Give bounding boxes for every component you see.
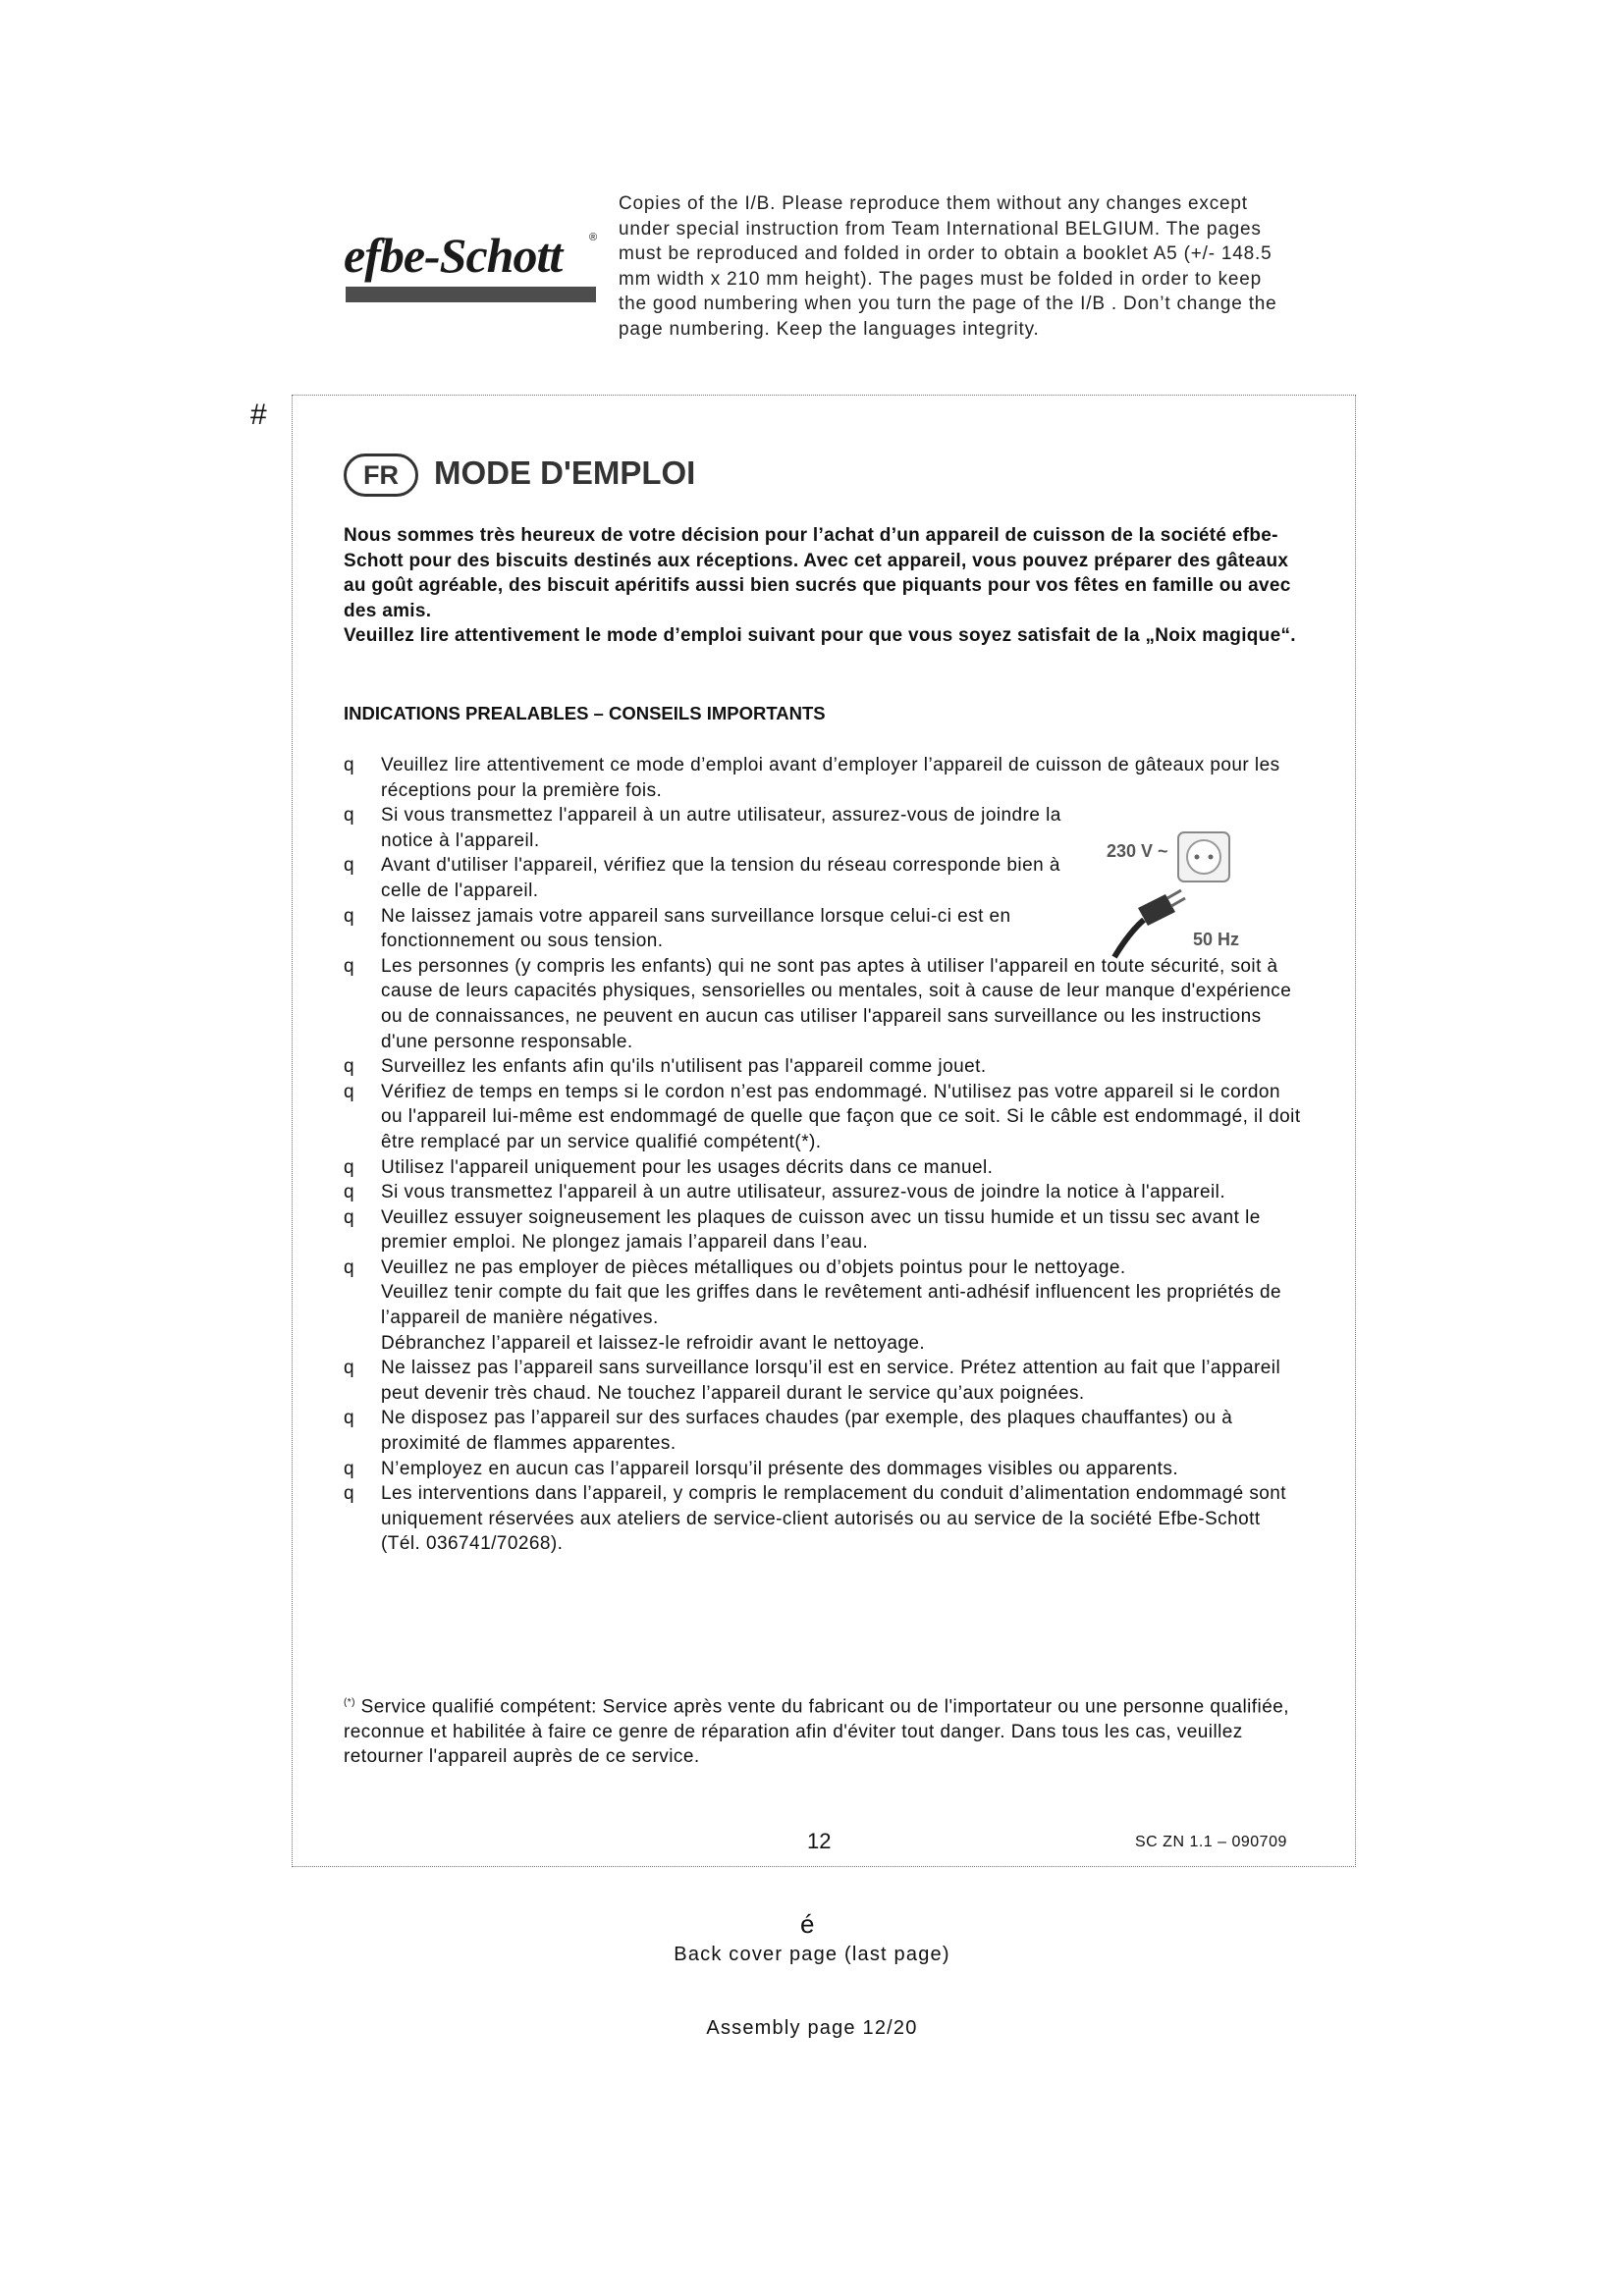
- list-item-text: Avant d'utiliser l'appareil, vérifiez que la tension du réseau corresponde bien à celle de l'appareil.: [381, 855, 1060, 901]
- intro-paragraph: Nous sommes très heureux de votre décision pour l’achat d’un appareil de cuisson de la société efbe-Schott pour des biscuits destinés aux réceptions. Avec cet appareil, vous pouvez préparer des gâteaux au goût agréable, des biscuit apéritifs aussi bien sucrés que piquants pour vos fêtes en famille ou avec des amis.: [344, 525, 1291, 621]
- list-item: [344, 1205, 1301, 1255]
- list-item-text: Veuillez tenir compte du fait que les griffes dans le revêtement anti-adhésif influencent les propriétés de l’appareil de manière négatives.: [381, 1282, 1282, 1329]
- list-item-text: Utilisez l'appareil uniquement pour les usages décrits dans ce manuel.: [381, 1156, 994, 1178]
- bullet-icon: q: [344, 1483, 355, 1505]
- list-item: [344, 1481, 1301, 1557]
- list-item: [344, 753, 1301, 803]
- footnote-mark: (*): [344, 1697, 355, 1708]
- list-item-text: Ne disposez pas l’appareil sur des surfaces chaudes (par exemple, des plaques chauffantes) ou à proximité de flammes apparentes.: [381, 1408, 1233, 1455]
- manual-title: MODE D'EMPLOI: [434, 454, 696, 491]
- list-item-text: Veuillez ne pas employer de pièces métalliques ou d’objets pointus pour le nettoyage.: [381, 1256, 1126, 1278]
- hash-mark: #: [250, 399, 267, 431]
- list-item: [344, 1180, 1301, 1205]
- list-item-text: Débranchez l’appareil et laissez-le refroidir avant le nettoyage.: [381, 1332, 926, 1354]
- bullet-icon: q: [344, 1081, 355, 1102]
- bullet-icon: q: [344, 905, 355, 927]
- list-item: [344, 954, 1301, 1054]
- bullet-icon: q: [344, 1358, 355, 1379]
- efbe-schott-logo: [344, 228, 601, 308]
- list-item: [344, 1457, 1301, 1482]
- bullet-icon: q: [344, 955, 355, 977]
- list-item-text: Surveillez les enfants afin qu'ils n'utilisent pas l'appareil comme jouet.: [381, 1056, 987, 1078]
- bullet-icon: q: [344, 805, 355, 827]
- frequency-label: 50 Hz: [1193, 930, 1240, 949]
- page-number: 12: [807, 1829, 832, 1853]
- language-badge: FR: [344, 454, 418, 497]
- list-item: [344, 1155, 1301, 1181]
- bullet-icon: q: [344, 1056, 355, 1078]
- registered-mark: ®: [589, 232, 598, 243]
- list-item: [344, 1080, 1301, 1155]
- assembly-page-label: Assembly page 12/20: [706, 2017, 918, 2039]
- document-code: SC ZN 1.1 – 090709: [1135, 1834, 1287, 1850]
- list-item: [344, 1255, 1301, 1356]
- bullet-icon: q: [344, 1206, 355, 1228]
- bullet-icon: q: [344, 1458, 355, 1479]
- power-socket-illustration: [1105, 829, 1242, 962]
- list-item-text: Les interventions dans l’appareil, y compris le remplacement du conduit d’alimentation endommagé sont uniquement réservées aux ateliers de service-client autorisés ou au service de la société Efbe-Schott (Tél. 036741/70268).: [381, 1483, 1287, 1555]
- list-item-text: Vérifiez de temps en temps si le cordon n’est pas endommagé. N'utilisez pas votre appareil si le cordon ou l'appareil lui-même est endommagé de quelle que façon que ce soit. Si le câble est endommagé, il doit être remplacé par un service qualifié compétent(*).: [381, 1081, 1301, 1152]
- intro-paragraph: Veuillez lire attentivement le mode d’emploi suivant pour que vous soyez satisfait de la „Noix magique“.: [344, 625, 1296, 646]
- section-heading: INDICATIONS PREALABLES – CONSEILS IMPORTANTS: [344, 703, 826, 723]
- bullet-icon: q: [344, 1256, 355, 1278]
- bullet-icon: q: [344, 1408, 355, 1429]
- bullet-icon: q: [344, 855, 355, 877]
- bullet-icon: q: [344, 1182, 355, 1203]
- list-item-text: Les personnes (y compris les enfants) qui ne sont pas aptes à utiliser l'appareil en toute sécurité, soit à cause de leurs capacités physiques, sensorielles ou mentales, soit à cause de leur manque d'expérience ou de connaissances, ne peuvent en aucun cas utiliser l'appareil sans surveillance ou les instructions d'une personne responsable.: [381, 955, 1292, 1052]
- logo-underline-bar: [346, 287, 596, 302]
- footnote-text: Service qualifié compétent: Service après vente du fabricant ou de l'importateur ou une personne qualifiée, reconnue et habilitée à faire ce genre de réparation afin d'éviter tout danger. Dans tous les cas, veuillez retourner l'appareil auprès de ce service.: [344, 1696, 1289, 1768]
- list-item: [344, 1406, 1301, 1456]
- intro-text: [344, 523, 1301, 649]
- list-item-text: Veuillez essuyer soigneusement les plaques de cuisson avec un tissu humide et un tissu sec avant le premier emploi. Ne plongez jamais l’appareil dans l’eau.: [381, 1206, 1261, 1254]
- accent-character: é: [800, 1909, 815, 1939]
- list-item-text: Ne laissez pas l’appareil sans surveillance lorsqu’il est en service. Prétez attention au fait que l’appareil peut devenir très chaud. Ne touchez l’appareil durant le service qu’aux poignées.: [381, 1358, 1281, 1404]
- list-item: [344, 1054, 1301, 1080]
- bullet-icon: q: [344, 755, 355, 775]
- list-item-text: Si vous transmettez l'appareil à un autre utilisateur, assurez-vous de joindre la notice à l'appareil.: [381, 1182, 1226, 1203]
- list-item-text: N’employez en aucun cas l’appareil lorsqu’il présente des dommages visibles ou apparents.: [381, 1458, 1179, 1479]
- logo-wordmark: efbe-Schott: [344, 228, 563, 283]
- list-item: [344, 1356, 1301, 1406]
- back-cover-label: Back cover page (last page): [674, 1944, 950, 1965]
- list-item-text: Veuillez lire attentivement ce mode d’emploi avant d’employer l’appareil de cuisson de gâteaux pour les réceptions pour la première fois.: [381, 755, 1280, 801]
- footnote: [344, 1690, 1301, 1770]
- list-item-text: Si vous transmettez l'appareil à un autre utilisateur, assurez-vous de joindre la notice à l'appareil.: [381, 805, 1061, 851]
- voltage-label: 230 V ~: [1107, 841, 1168, 861]
- bullet-icon: q: [344, 1156, 355, 1178]
- list-item-text: Ne laissez jamais votre appareil sans surveillance lorsque celui-ci est en fonctionnement ou sous tension.: [381, 905, 1011, 952]
- reproduction-instructions: Copies of the I/B. Please reproduce them without any changes except under special instruction from Team International BELGIUM. The pages must be reproduced and folded in order to obtain a booklet A5 (+/- 148.5 mm width x 210 mm height). The pages must be folded in order to keep the good numbering when you turn the page of the I/B . Don’t change the page numbering. Keep the languages integrity.: [619, 193, 1277, 340]
